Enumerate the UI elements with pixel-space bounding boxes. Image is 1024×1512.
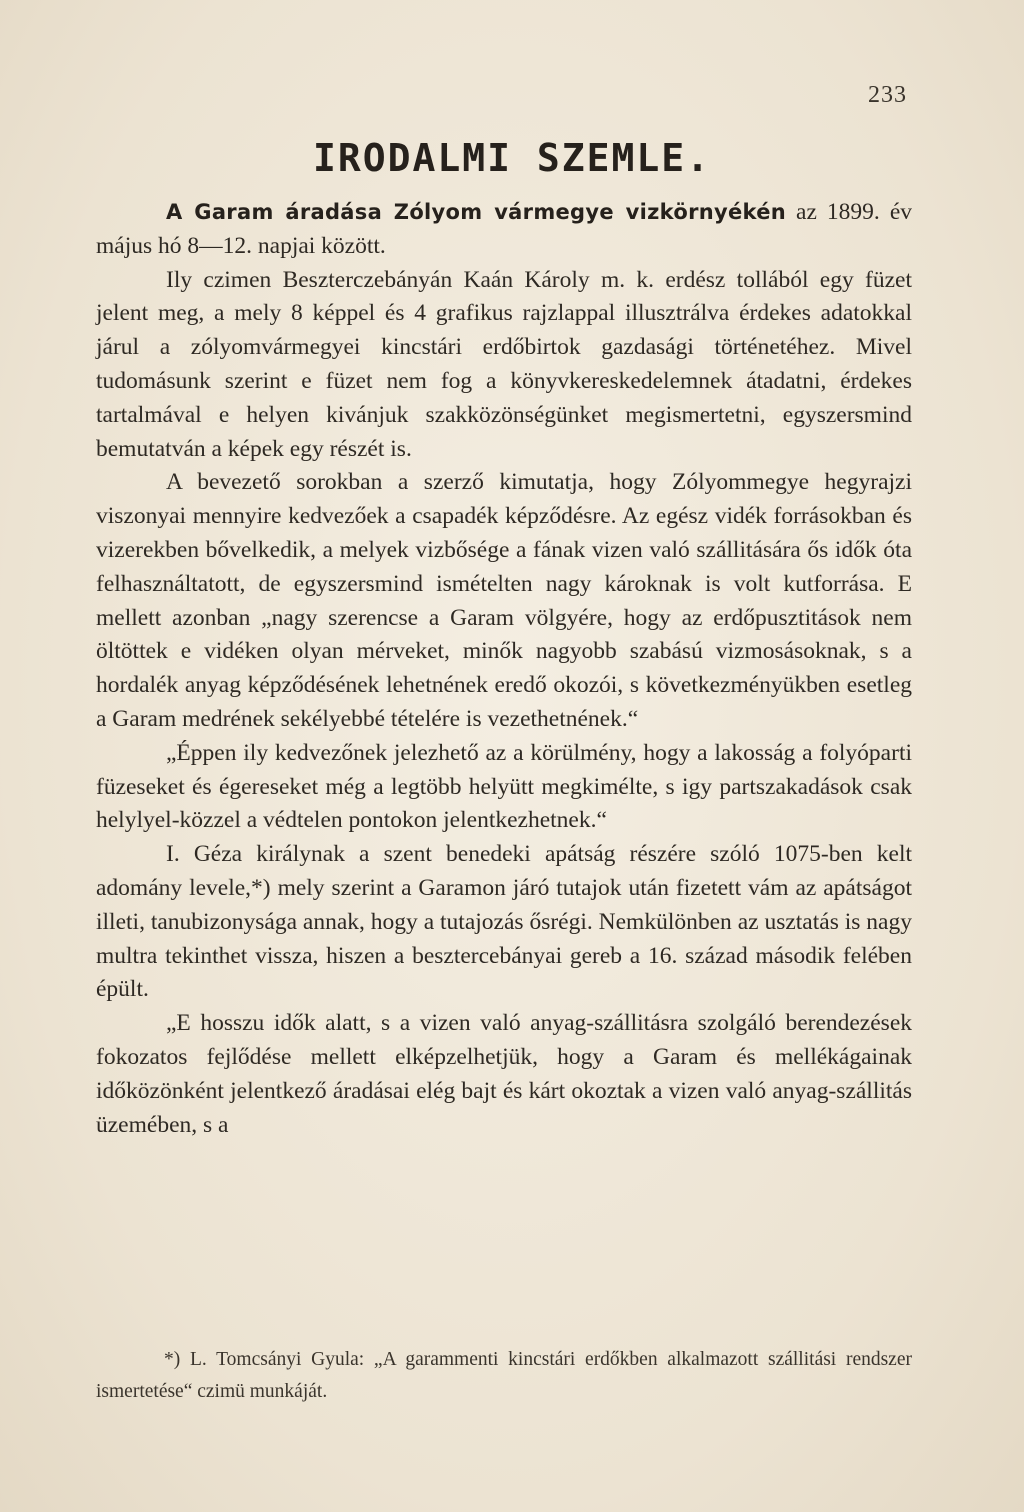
paragraph-2: A bevezető sorokban a szerző kimutatja, hogy Zólyommegye hegyrajzi viszonyai mennyire kedvezőek a csapadék képződésre. Az egész vidék forrásokban és vizerekben bővelkedik, a melyek vizbősége a fának vizen való szállitására ős idők óta felhasználtatott, de egyszersmind ismételten nagy károknak is volt kutforrása. E mellett azonban „nagy szerencse a Garam völgyére, hogy az erdőpusztitások nem öltöttek e vidéken olyan mérveket, minők nagyobb szabású vizmosásoknak, s a hordalék anyag képződésének lehetnének eredő okozói, s következményükben esetleg a Garam medrének sekélyebbé tételére is vezethetnének.“ (96, 469, 912, 732)
paragraph-3: „Éppen ily kedvezőnek jelezhető az a körülmény, hogy a lakosság a folyóparti füzeseket és égereseket még a legtöbb helyütt megkimélte, s igy partszakadások csak helylyel-közzel a védtelen pontokon jelentkezhetnek.“ (96, 739, 912, 834)
article-title: A Garam áradása Zólyom vármegye vizkörnyékén (166, 200, 787, 224)
paragraph-1: Ily czimen Beszterczebányán Kaán Károly m. k. erdész tollából egy füzet jelent meg, a mely 8 képpel és 4 grafikus rajzlappal illusztrálva érdekes adatokkal járul a zólyomvármegyei kincstári erdőbirtok gazdasági történetéhez. Mivel tudomásunk szerint e füzet nem fog a könyvkereskedelemnek átadatni, érdekes tartalmával e helyen kivánjuk szakközönségünket megismertetni, egyszersmind bemutatván a képek egy részét is. (96, 266, 912, 462)
article-heading-paragraph (96, 196, 912, 264)
article-title-date: az 1899. év május hó 8—12. napjai között. (96, 199, 912, 259)
footnote: *) L. Tomcsányi Gyula: „A garammenti kincstári erdőkben alkalmazott szállitási rendszer ismertetése“ czimü munkáját. (96, 1349, 912, 1402)
page-number: 233 (868, 82, 907, 108)
paragraph-5: „E hosszu idők alatt, s a vizen való anyag-szállitásra szolgáló berendezések fokozatos fejlődése mellett elképzelhetjük, hogy a Garam és mellékágainak időközönként jelentkező áradásai elég bajt és kárt okoztak a vizen való anyag-szállitás üzemében, s a (96, 1010, 912, 1138)
article-body (96, 196, 912, 1142)
paragraph-4: I. Géza királynak a szent benedeki apátság részére szóló 1075-ben kelt adomány levele,*) mely szerint a Garamon járó tutajok után fizetett vám az apátságot illeti, tanubizonysága annak, hogy a tutajozás ősrégi. Nemkülönben az usztatás is nagy multra tekinthet vissza, hiszen a besztercebányai gereb a 16. század második felében épült. (96, 841, 912, 1003)
section-title: IRODALMI SZEMLE. (312, 136, 712, 180)
